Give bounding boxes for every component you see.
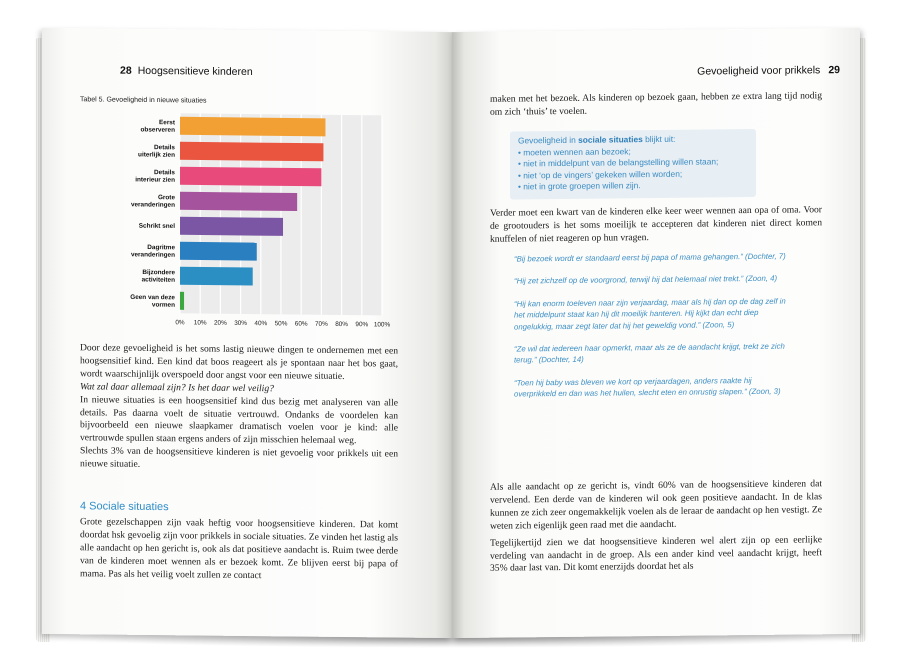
left-body-text <box>80 342 398 474</box>
category-label: Schrikt snel <box>138 222 175 230</box>
right-page-number: 29 <box>828 64 840 77</box>
x-tick-label: 50% <box>274 320 288 328</box>
paragraph: In nieuwe situaties is een hoogsensitief kind dus bezig met analyseren van alle details. Pas daarna voelt de situatie vertrouwd. Ondanks de voordelen kan bijvoorbeeld een nieuwe slaapkamer dramatisch voelen voor je kind: alle vertrouwde spullen staan ergens anders of zijn misschien helemaal weg. <box>80 393 398 447</box>
x-tick-label: 80% <box>335 320 348 329</box>
left-page <box>42 28 452 638</box>
category-label: Geen van dezevormen <box>130 293 175 309</box>
right-mid-text <box>490 204 822 246</box>
x-tick-label: 20% <box>214 319 227 327</box>
right-bottom-text <box>490 478 822 576</box>
section-title: 4 Sociale situaties <box>80 500 169 514</box>
left-section-text <box>80 516 398 584</box>
paragraph: Grote gezelschappen zijn vaak heftig voor hoogsensitieve kinderen. Dat komt doordat hsk gevoelig zijn voor prikkels in sociale situaties. Ze vinden het lastig als alle aandacht op hen gericht is, ook als dat positieve aandacht is. Ruim twee derde van de kinderen moet wennen als er bezoek komt. Ze blijven eerst bij papa of mama. Pas als het veilig voelt zullen ze contact <box>80 516 398 581</box>
quote: “Ze wil dat iedereen haar opmerkt, maar als ze de aandacht krijgt, trekt ze zich terug.” (Dochter, 14) <box>514 341 785 365</box>
bar <box>180 267 253 286</box>
quote: “Hij zet zichzelf op de voorgrond, terwijl hij dat helemaal niet trekt.” (Zoon, 4) <box>514 274 778 286</box>
x-tick-label: 40% <box>254 320 268 328</box>
quote: “Hij kan enorm toeleven naar zijn verjaardag, maar als hij dan op de dag zelf in het middelpunt staat kan hij dit moeilijk hanteren. Hij kijkt dan echt diep ongelukkig, maar zegt later dat hij het geweldig vond.” (Zoon, 5) <box>514 296 786 332</box>
x-tick-label: 100% <box>373 321 391 329</box>
category-label: Bijzondereactiviteiten <box>141 269 175 284</box>
paragraph: Verder moet een kwart van de kinderen elke keer weer wennen aan opa of oma. Voor de grootouders is het soms moeilijk te accepteren dat kinderen niet direct komen knuffelen of niet reageren op hun vragen. <box>490 204 822 245</box>
bar-chart-svg <box>80 108 392 331</box>
quotes-block <box>514 251 794 412</box>
x-tick-label: 70% <box>315 320 328 328</box>
paragraph-italic: Wat zal daar allemaal zijn? Is het daar wel veilig? <box>80 380 274 395</box>
right-page <box>452 28 860 638</box>
callout-intro-bold: sociale situaties <box>578 134 643 145</box>
bar <box>180 117 325 137</box>
x-tick-label: 0% <box>175 319 185 327</box>
left-running-head <box>120 65 253 78</box>
paragraph: Tegelijkertijd zien we dat hoogsensitieve kinderen wel alert zijn op een eerlijke verdeling van aandacht in de groep. Als een ander kind veel aandacht krijgt, heeft 35% daar last van. Dit komt enerzijds doordat het als <box>490 533 822 575</box>
bar <box>180 292 184 310</box>
bar-chart <box>80 108 392 331</box>
callout-item: • moeten wennen aan bezoek; <box>518 145 748 159</box>
left-page-number: 28 <box>120 64 132 77</box>
category-label: Detailsinterieur zien <box>135 169 175 184</box>
quote: “Bij bezoek wordt er standaard eerst bij papa of mama gehangen.” (Dochter, 7) <box>514 251 786 264</box>
x-tick-label: 60% <box>294 320 308 328</box>
callout-item: • niet in grote groepen willen zijn. <box>518 179 748 193</box>
bar <box>180 217 283 236</box>
x-tick-label: 10% <box>193 319 207 327</box>
x-tick-label: 90% <box>355 321 369 329</box>
right-top-text <box>490 90 822 119</box>
callout-item: • niet in middelpunt van de belangstelling willen staan; <box>518 156 748 170</box>
right-head-title: Gevoeligheid voor prikkels <box>697 64 821 78</box>
paragraph: Als alle aandacht op ze gericht is, vindt 60% van de hoogsensitieve kinderen dat vervelend. Een derde van de kinderen wil ook geen positieve aandacht. In de klas kunnen ze zich zeer ongemakkelijk voelen als de leraar de aandacht op hen vestigt. Ze weten zich eigenlijk geen raad met die aandacht. <box>490 478 822 532</box>
left-head-title: Hoogsensitieve kinderen <box>137 64 253 79</box>
bar <box>180 242 257 261</box>
category-label: Dagritmeveranderingen <box>130 244 175 259</box>
callout-list <box>518 145 748 194</box>
callout-intro-pre: Gevoeligheid in <box>518 134 579 146</box>
category-label: Detailsuiterlijk zien <box>138 144 175 159</box>
paragraph: Door deze gevoeligheid is het soms lastig nieuwe dingen te ondernemen met een hoogsensitief kind. Een kind dat boos reageert als je spontaan naar het bos gaat, wordt waarschijnlijk overspoeld door angst voor een nieuwe situatie. <box>80 342 398 382</box>
bar <box>180 167 321 186</box>
paragraph: Slechts 3% van de hoogsensitieve kinderen is niet gevoelig voor prikkels uit een nieuwe situatie. <box>80 445 398 471</box>
bar <box>180 192 297 211</box>
callout-box <box>510 129 756 200</box>
x-tick-label: 30% <box>234 319 247 327</box>
category-label: Groteveranderingen <box>130 194 175 209</box>
callout-intro-post: blijkt uit: <box>642 133 676 145</box>
callout-item: • niet ‘op de vingers’ gekeken willen worden; <box>518 168 748 182</box>
bar <box>180 142 323 162</box>
quote: “Toen hij baby was bleven we kort op verjaardagen, anders raakte hij overprikkeld en dan was het huilen, slecht eten en onrustig slapen.” (Zoon, 3) <box>514 375 781 399</box>
category-label: Eerstobserveren <box>140 119 175 134</box>
chart-title: Tabel 5. Gevoeligheid in nieuwe situaties <box>80 96 207 105</box>
right-running-head <box>697 64 840 77</box>
paragraph: maken met het bezoek. Als kinderen op bezoek gaan, hebben ze extra lang tijd nodig om zich ‘thuis’ te voelen. <box>490 90 822 118</box>
